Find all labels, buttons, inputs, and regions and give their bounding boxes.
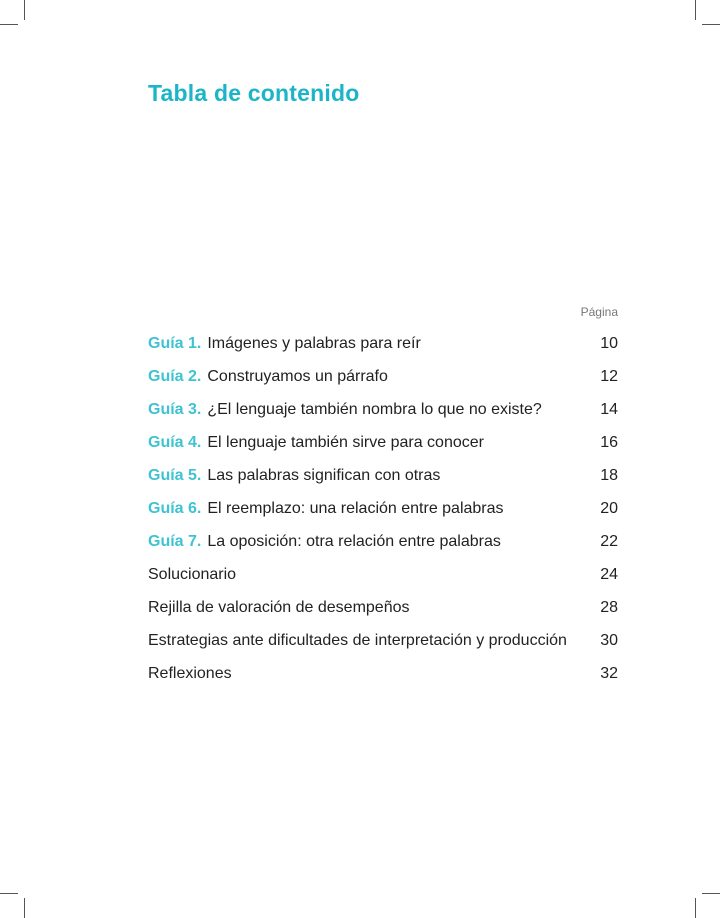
crop-mark-bottom-left — [24, 898, 25, 918]
toc-entry-title: Las palabras significan con otras — [207, 467, 441, 484]
crop-mark-top-left — [24, 0, 25, 20]
toc-entry-guia-3[interactable] — [148, 393, 618, 426]
toc-entry-title: Imágenes y palabras para reír — [207, 335, 421, 352]
crop-mark-top-right — [695, 0, 696, 20]
toc-entry-guia-5[interactable] — [148, 459, 618, 492]
crop-mark-top-right-h — [702, 24, 720, 25]
toc-guide-label: Guía 2. — [148, 368, 202, 385]
toc-entry-estrategias[interactable] — [148, 624, 618, 657]
toc-guide-label: Guía 5. — [148, 467, 202, 484]
toc-guide-label: Guía 3. — [148, 401, 202, 418]
toc-page-number: 24 — [600, 566, 618, 583]
table-of-contents — [148, 327, 618, 690]
crop-mark-bottom-left-h — [0, 893, 18, 894]
toc-entry-title: Estrategias ante dificultades de interpretación y producción — [148, 632, 567, 649]
toc-entry-title: ¿El lenguaje también nombra lo que no existe? — [207, 401, 542, 418]
toc-guide-label: Guía 1. — [148, 335, 202, 352]
toc-entry-solucionario[interactable] — [148, 558, 618, 591]
toc-entry-title: Rejilla de valoración de desempeños — [148, 599, 410, 616]
toc-entry-guia-6[interactable] — [148, 492, 618, 525]
toc-page-number: 10 — [600, 335, 618, 352]
toc-page-number: 12 — [600, 368, 618, 385]
toc-page-number: 22 — [600, 533, 618, 550]
toc-page-number: 14 — [600, 401, 618, 418]
page-column-label: Página — [580, 305, 618, 319]
toc-entry-title: Solucionario — [148, 566, 237, 583]
toc-page-number: 30 — [600, 632, 618, 649]
toc-entry-guia-2[interactable] — [148, 360, 618, 393]
toc-page-number: 18 — [600, 467, 618, 484]
toc-entry-rejilla[interactable] — [148, 591, 618, 624]
toc-entry-title: Construyamos un párrafo — [207, 368, 388, 385]
toc-page-number: 32 — [600, 665, 618, 682]
crop-mark-top-left-h — [0, 24, 18, 25]
toc-entry-title: El reemplazo: una relación entre palabras — [207, 500, 504, 517]
toc-entry-guia-1[interactable] — [148, 327, 618, 360]
toc-entry-title: Reflexiones — [148, 665, 232, 682]
toc-page-number: 28 — [600, 599, 618, 616]
toc-entry-title: El lenguaje también sirve para conocer — [207, 434, 484, 451]
crop-mark-bottom-right-h — [702, 893, 720, 894]
page-title: Tabla de contenido — [148, 80, 360, 106]
toc-guide-label: Guía 7. — [148, 533, 202, 550]
toc-entry-guia-4[interactable] — [148, 426, 618, 459]
toc-entry-guia-7[interactable] — [148, 525, 618, 558]
toc-guide-label: Guía 6. — [148, 500, 202, 517]
toc-guide-label: Guía 4. — [148, 434, 202, 451]
toc-page-number: 20 — [600, 500, 618, 517]
toc-page-number: 16 — [600, 434, 618, 451]
crop-mark-bottom-right — [695, 898, 696, 918]
toc-entry-title: La oposición: otra relación entre palabras — [207, 533, 501, 550]
toc-entry-reflexiones[interactable] — [148, 657, 618, 690]
